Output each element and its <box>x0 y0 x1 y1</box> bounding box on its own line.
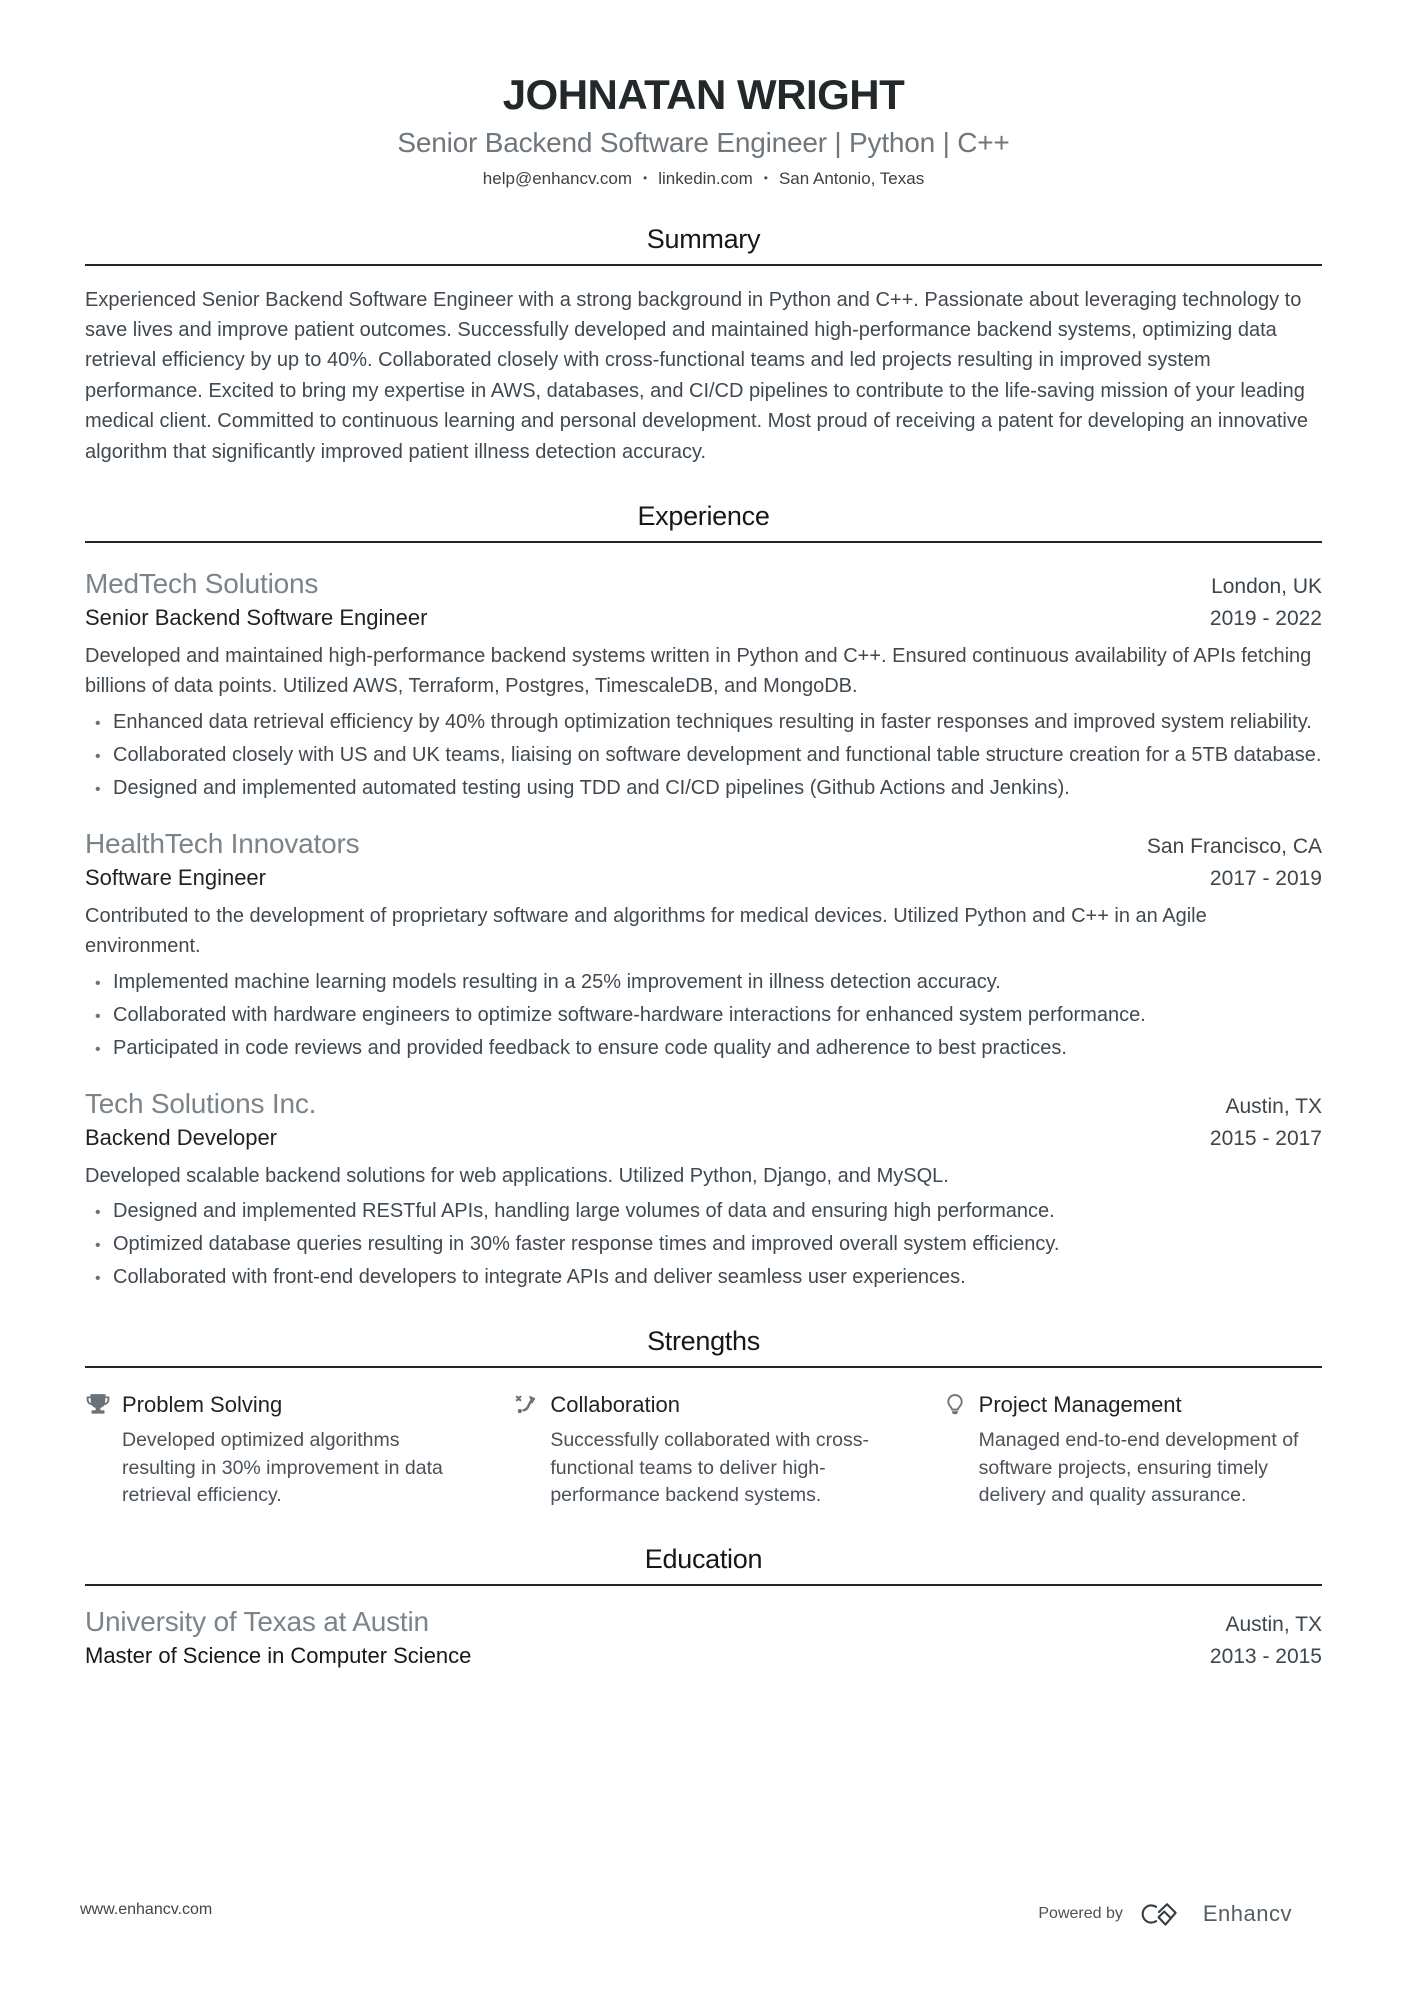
bullet-dot <box>85 707 113 737</box>
section-education <box>85 1544 1322 1669</box>
job-dates: 2017 - 2019 <box>1209 866 1322 890</box>
strength-description: Managed end-to-end development of software projects, ensuring timely delivery and quality assurance. <box>978 1429 1299 1507</box>
job-bullet-list <box>85 967 1322 1063</box>
job-description: Contributed to the development of proprietary software and algorithms for medical devices. Utilized Python and C++ in an Agile environment. <box>85 904 1207 958</box>
bullet-text: Designed and implemented RESTful APIs, handling large volumes of data and ensuring high performance. <box>113 1199 1055 1222</box>
bullet-dot <box>85 1000 113 1030</box>
company-name: MedTech Solutions <box>85 568 319 600</box>
strength-heading: Problem Solving <box>122 1392 283 1418</box>
education-dates: 2013 - 2015 <box>1209 1645 1322 1669</box>
section-experience <box>85 501 1322 1292</box>
experience-entry <box>85 568 1322 803</box>
dot-separator: • <box>643 171 648 186</box>
job-dates: 2015 - 2017 <box>1209 1126 1322 1150</box>
enhancv-logo-icon <box>1137 1899 1189 1929</box>
strength-heading: Collaboration <box>550 1392 680 1418</box>
school-location: Austin, TX <box>1225 1613 1322 1637</box>
list-item <box>85 1000 1322 1030</box>
bullet-dot <box>85 1229 113 1259</box>
tactics-icon <box>513 1392 539 1418</box>
job-bullet-list <box>85 1196 1322 1292</box>
section-divider <box>85 1584 1322 1586</box>
bullet-text: Enhanced data retrieval efficiency by 40% through optimization techniques resulting in faster responses and improved system reliability. <box>113 710 1312 733</box>
job-description: Developed scalable backend solutions for web applications. Utilized Python, Django, and MySQL. <box>85 1164 949 1187</box>
bullet-dot <box>85 1033 113 1063</box>
strength-heading: Project Management <box>978 1392 1182 1418</box>
strength-description: Successfully collaborated with cross-functional teams to deliver high-performance backend systems. <box>550 1429 869 1507</box>
list-item <box>85 1033 1322 1063</box>
experience-entry <box>85 1088 1322 1292</box>
bullet-text: Optimized database queries resulting in 30% faster response times and improved overall system efficiency. <box>113 1232 1060 1255</box>
section-title-education: Education <box>644 1544 763 1575</box>
summary-text: Experienced Senior Backend Software Engineer with a strong background in Python and C++. Passionate about leveraging technology to save lives and improve patient outcomes. Successfully developed and maintained high-performance backend systems, optimizing data retrieval efficiency by up to 40%. Collaborated closely with cross-functional teams and led projects resulting in improved system performance. Excited to bring my expertise in AWS, databases, and CI/CD pipelines to contribute to the life-saving mission of your leading medical client. Committed to continuous learning and personal development. Most proud of receiving a patent for developing an innovative algorithm that significantly improved patient illness detection accuracy. <box>85 288 1308 463</box>
list-item <box>85 1196 1322 1226</box>
bullet-dot <box>85 773 113 803</box>
degree-title: Master of Science in Computer Science <box>85 1643 472 1669</box>
bullet-text: Participated in code reviews and provided feedback to ensure code quality and adherence to best practices. <box>113 1036 1067 1059</box>
company-name: HealthTech Innovators <box>85 827 360 859</box>
list-item <box>85 773 1322 803</box>
job-location: London, UK <box>1211 575 1322 599</box>
section-divider <box>85 264 1322 266</box>
contact-email[interactable]: help@enhancv.com <box>482 169 633 189</box>
strength-item <box>942 1392 1322 1510</box>
bullet-text: Collaborated with front-end developers to integrate APIs and deliver seamless user experiences. <box>113 1265 966 1288</box>
bullet-text: Designed and implemented automated testing using TDD and CI/CD pipelines (Github Actions and Jenkins). <box>113 776 1070 799</box>
job-location: Austin, TX <box>1225 1094 1322 1118</box>
trophy-icon <box>85 1392 111 1418</box>
dot-separator: • <box>763 171 768 186</box>
school-name: University of Texas at Austin <box>85 1606 429 1638</box>
job-bullet-list <box>85 707 1322 803</box>
education-entry <box>85 1606 1322 1669</box>
list-item <box>85 707 1322 737</box>
contact-line <box>85 169 1322 189</box>
job-description: Developed and maintained high-performance backend systems written in Python and C++. Ensured continuous availability of APIs fetching billions of data points. Utilized AWS, Terraform, Postgres, TimescaleDB, and MongoDB. <box>85 645 1312 698</box>
section-title-strengths: Strengths <box>647 1325 760 1356</box>
contact-website[interactable]: linkedin.com <box>658 169 753 189</box>
bullet-dot <box>85 1262 113 1292</box>
section-divider <box>85 541 1322 543</box>
bullet-text: Collaborated closely with US and UK teams, liaising on software development and functional table structure creation for a 5TB database. <box>113 743 1322 766</box>
footer-website-link[interactable]: www.enhancv.com <box>80 1901 213 1918</box>
section-title-experience: Experience <box>637 500 770 531</box>
bullet-dot <box>85 1196 113 1226</box>
experience-entry <box>85 828 1322 1063</box>
list-item <box>85 740 1322 770</box>
section-divider <box>85 1366 1322 1368</box>
list-item <box>85 967 1322 997</box>
candidate-name: JOHNATAN WRIGHT <box>502 71 905 118</box>
lightbulb-icon <box>942 1392 968 1418</box>
job-location: San Francisco, CA <box>1146 834 1322 858</box>
powered-by-label: Powered by <box>1038 1905 1123 1922</box>
section-strengths <box>85 1326 1322 1510</box>
strength-item <box>513 1392 893 1510</box>
bullet-text: Collaborated with hardware engineers to optimize software-hardware interactions for enhanced system performance. <box>113 1003 1146 1026</box>
bullet-text: Implemented machine learning models resulting in a 25% improvement in illness detection accuracy. <box>113 970 1001 993</box>
brand-name[interactable]: Enhancv <box>1202 1901 1292 1926</box>
footer-branding <box>1038 1899 1292 1929</box>
strength-item <box>85 1392 465 1510</box>
job-dates: 2019 - 2022 <box>1209 607 1322 631</box>
strength-description: Developed optimized algorithms resulting in 30% improvement in data retrieval efficiency. <box>122 1429 443 1507</box>
list-item <box>85 1262 1322 1292</box>
section-title-summary: Summary <box>646 223 761 254</box>
company-name: Tech Solutions Inc. <box>85 1087 317 1119</box>
section-summary <box>85 224 1322 467</box>
list-item <box>85 1229 1322 1259</box>
job-title: Software Engineer <box>85 864 266 890</box>
job-title: Senior Backend Software Engineer <box>85 605 428 631</box>
job-title: Backend Developer <box>85 1124 278 1150</box>
candidate-headline: Senior Backend Software Engineer | Python | C++ <box>397 127 1010 158</box>
bullet-dot <box>85 740 113 770</box>
contact-location: San Antonio, Texas <box>778 169 925 189</box>
bullet-dot <box>85 967 113 997</box>
resume-header <box>85 71 1322 190</box>
